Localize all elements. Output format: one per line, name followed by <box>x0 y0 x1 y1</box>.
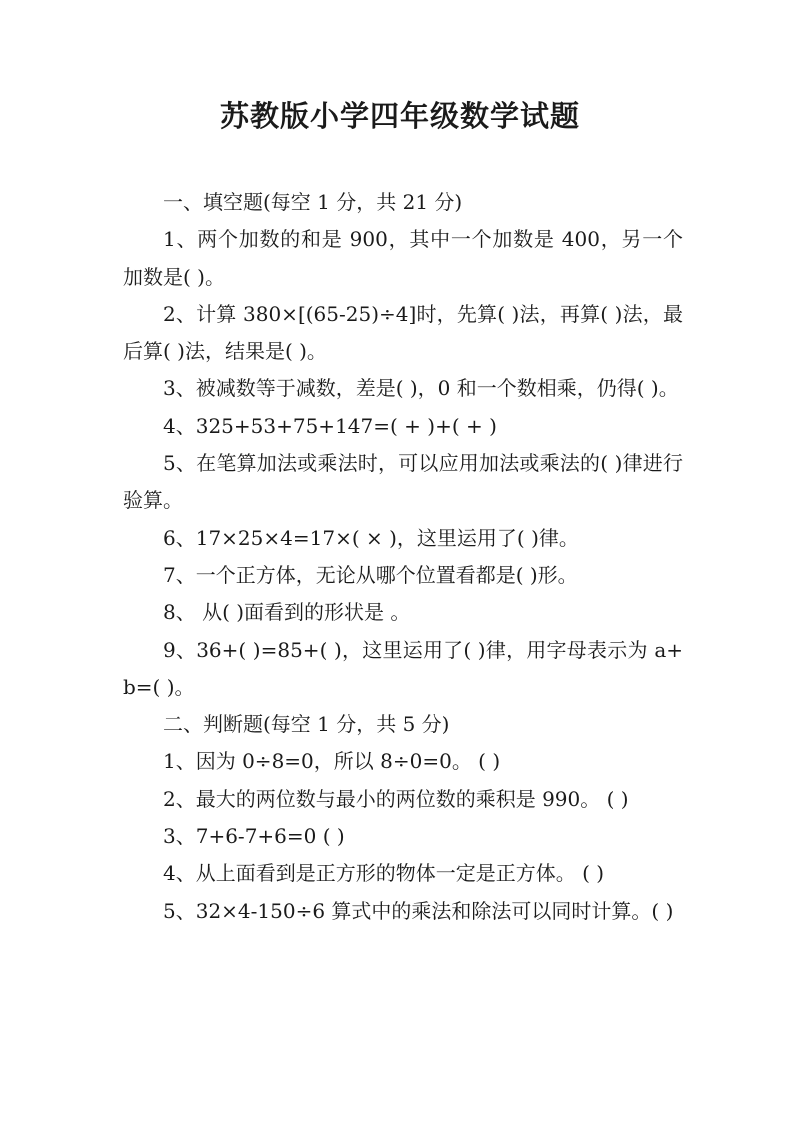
question-item: 4、325+53+75+147=( + )+( + ) <box>163 413 497 438</box>
question-item: 3、被减数等于减数，差是( )，0 和一个数相乘，仍得( )。 <box>163 376 679 401</box>
question-item: 1、因为 0÷8=0，所以 8÷0=0。 ( ) <box>163 749 501 774</box>
question-item: 6、17×25×4=17×( × )，这里运用了( )律。 <box>163 525 579 550</box>
question-item: 2、计算 380×[(65-25)÷4]时，先算( )法，再算( )法，最后算( )法，结果是( )。 <box>123 301 683 364</box>
question-item: 1、两个加数的和是 900，其中一个加数是 400，另一个加数是( )。 <box>123 227 683 289</box>
question-item: 3、7+6-7+6=0 ( ) <box>163 824 345 849</box>
document-title: 苏教版小学四年级数学试题 <box>219 99 580 133</box>
document-body <box>123 184 683 930</box>
question-item: 4、从上面看到是正方形的物体一定是正方体。 ( ) <box>163 861 605 886</box>
question-item: 8、 从( )面看到的形状是 。 <box>163 600 411 625</box>
section-heading-fill-in: 一、填空题(每空 1 分，共 21 分) <box>163 190 463 214</box>
question-item: 2、最大的两位数与最小的两位数的乘积是 990。 ( ) <box>163 786 629 811</box>
question-item: 5、在笔算加法或乘法时，可以应用加法或乘法的( )律进行验算。 <box>123 451 683 513</box>
question-item: 9、36+( )=85+( )，这里运用了( )律，用字母表示为 a+b=( )。 <box>123 637 683 699</box>
question-item: 7、一个正方体，无论从哪个位置看都是( )形。 <box>163 562 578 587</box>
question-item: 5、32×4-150÷6 算式中的乘法和除法可以同时计算。( ) <box>163 898 674 923</box>
section-heading-true-false: 二、判断题(每空 1 分，共 5 分) <box>163 712 450 737</box>
